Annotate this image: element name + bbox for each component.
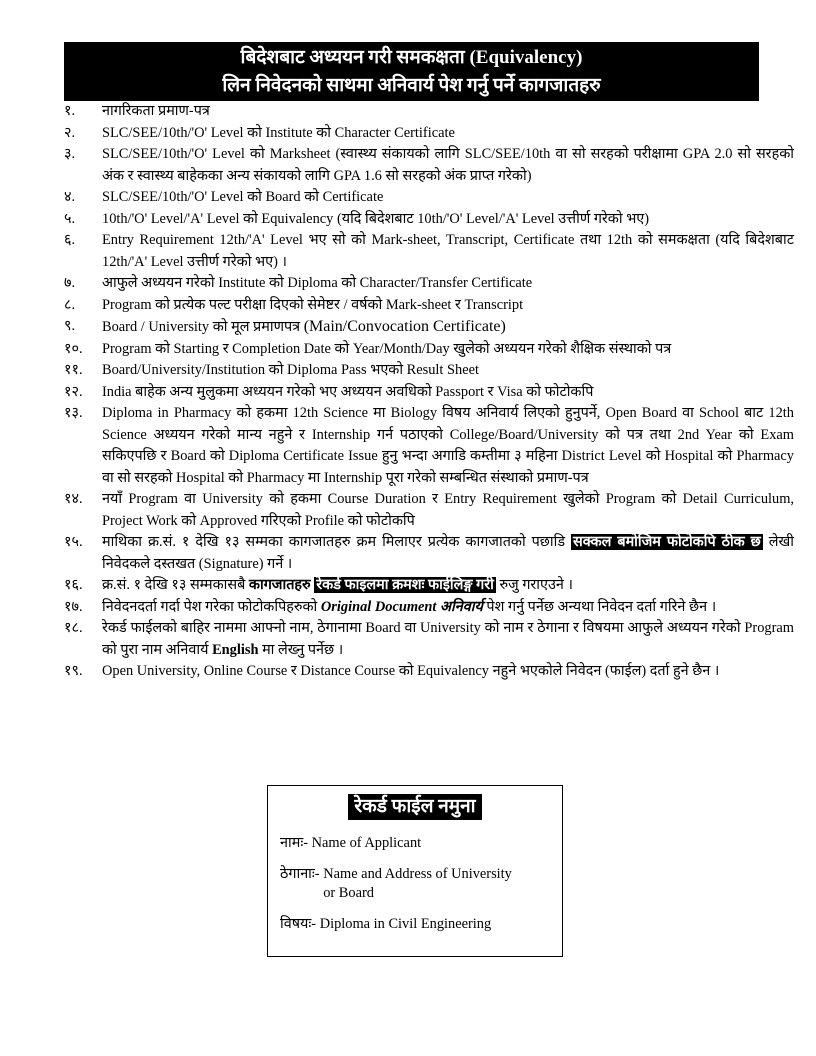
list-item: २. SLC/SEE/10th/'O' Level को Institute को Character Certificate: [64, 124, 455, 141]
list-item: ७. आफुले अध्ययन गरेको Institute को Diploma को Character/Transfer Certificate: [64, 275, 533, 291]
list-item: ५. 10th/'O' Level/'A' Level को Equivalency (यदि बिदेशबाट 10th/'O' Level/'A' Level उत्तीर्ण गरेको भए): [64, 210, 650, 227]
list-item: ६. Entry Requirement 12th/'A' Level भए सो को Mark-sheet, Transcript, Certificate तथा 12th को समकक्षता (यदि बिदेशबाट 12th/'A' Level उत्तीर्ण गरेको भए) ।: [64, 232, 794, 270]
header-line-2: लिन निवेदनको साथमा अनिवार्य पेश गर्नु पर्ने कागजातहरु: [222, 75, 601, 96]
requirements-list: [64, 101, 794, 683]
list-item: १५. माथिका क्र.सं. १ देखि १३ सम्मका कागजातहरु क्रम मिलाएर प्रत्येक कागजातको पछाडि सक्कल बमोजिम फोटोकपि ठीक छ लेखी निवेदकले दस्तखत (Signature) गर्ने ।: [64, 534, 794, 572]
list-item: ४. SLC/SEE/10th/'O' Level को Board को Certificate: [64, 189, 384, 205]
highlight-text: रेकर्ड फाइलमा क्रमशः फाईलिङ्ग गरी: [316, 577, 494, 593]
list-item: ९. Board / University को मूल प्रमाणपत्र (Main/Convocation Certificate): [64, 318, 506, 335]
list-item: १३. Diploma in Pharmacy को हकमा 12th Science मा Biology विषय अनिवार्य लिएको हुनुपर्ने, Open Board वा School बाट 12th Science अध्ययन गरेको मान्य नहुने र Internship गर्न पठाएको College/Board/University को पत्र तथा 2nd Year को Exam सकिएपछि र Board को Diploma Certificate Issue हुनु भन्दा अगाडि कम्तीमा ३ महिना District Level को Hospital को Pharmacy वा सो सरहको Hospital को Pharmacy मा Internship पूरा गरेको सम्बन्धित संस्थाको प्रमाण-पत्र: [64, 405, 794, 486]
list-item: १९. Open University, Online Course र Distance Course को Equivalency नहुने भएकोले निवेदन (फाईल) दर्ता हुने छैन ।: [64, 663, 720, 679]
list-item: ३. SLC/SEE/10th/'O' Level को Marksheet (स्वास्थ्य संकायको लागि SLC/SEE/10th वा सो सरहको परीक्षामा GPA 2.0 सो सरहको अंक र स्वास्थ्य बाहेकका अन्य संकायको लागि GPA 1.6 सो सरहको अंक प्राप्त गरेको): [64, 146, 794, 184]
sample-address-row: ठेगानाः- Name and Address of University or Board: [280, 866, 512, 901]
sample-subject-row: विषयः- Diploma in Civil Engineering: [280, 916, 492, 932]
highlight-text: सक्कल बमोजिम फोटोकपि ठीक छ: [573, 534, 761, 550]
document-header: [64, 42, 759, 101]
sample-title: रेकर्ड फाईल नमुना: [348, 794, 481, 820]
list-item: १८. रेकर्ड फाईलको बाहिर नाममा आफ्नो नाम, ठेगानामा Board वा University को नाम र ठेगाना र विषयमा आफुले अध्ययन गरेको Program को पुरा नाम अनिवार्य English मा लेख्नु पर्नेछ ।: [64, 620, 794, 658]
list-item: १०. Program को Starting र Completion Date को Year/Month/Day खुलेको अध्ययन गरेको शैक्षिक संस्थाको पत्र: [64, 340, 672, 357]
list-item: ८. Program को प्रत्येक पल्ट परीक्षा दिएको सेमेष्टर / वर्षको Mark-sheet र Transcript: [64, 296, 524, 313]
sample-name-row: नामः- Name of Applicant: [280, 835, 422, 851]
list-item: १६. क्र.सं. १ देखि १३ सम्मकासबै कागजातहरु रेकर्ड फाइलमा क्रमशः फाईलिङ्ग गरी रुजु गराएउने ।: [64, 577, 573, 593]
record-file-sample-box: [267, 785, 563, 957]
list-item: १२. India बाहेक अन्य मुलुकमा अध्ययन गरेको भए अध्ययन अवधिको Passport र Visa को फोटोकपि: [64, 383, 594, 400]
list-item: ११. Board/University/Institution को Diploma Pass भएको Result Sheet: [64, 362, 480, 378]
list-item: १४. नयाँ Program वा University को हकमा Course Duration र Entry Requirement खुलेको Program को Detail Curriculum, Project Work को Approved गरिएको Profile को फोटोकपि: [64, 491, 794, 529]
list-item: १७. निवेदनदर्ता गर्दा पेश गरेका फोटोकपिहरुको Original Document अनिवार्य पेश गर्नु पर्नेछ अन्यथा निवेदन दर्ता गरिने छैन ।: [64, 598, 717, 615]
list-item: १. नागरिकता प्रमाण-पत्र: [64, 103, 210, 119]
header-line-1: बिदेशबाट अध्ययन गरी समकक्षता (Equivalency): [240, 47, 583, 68]
